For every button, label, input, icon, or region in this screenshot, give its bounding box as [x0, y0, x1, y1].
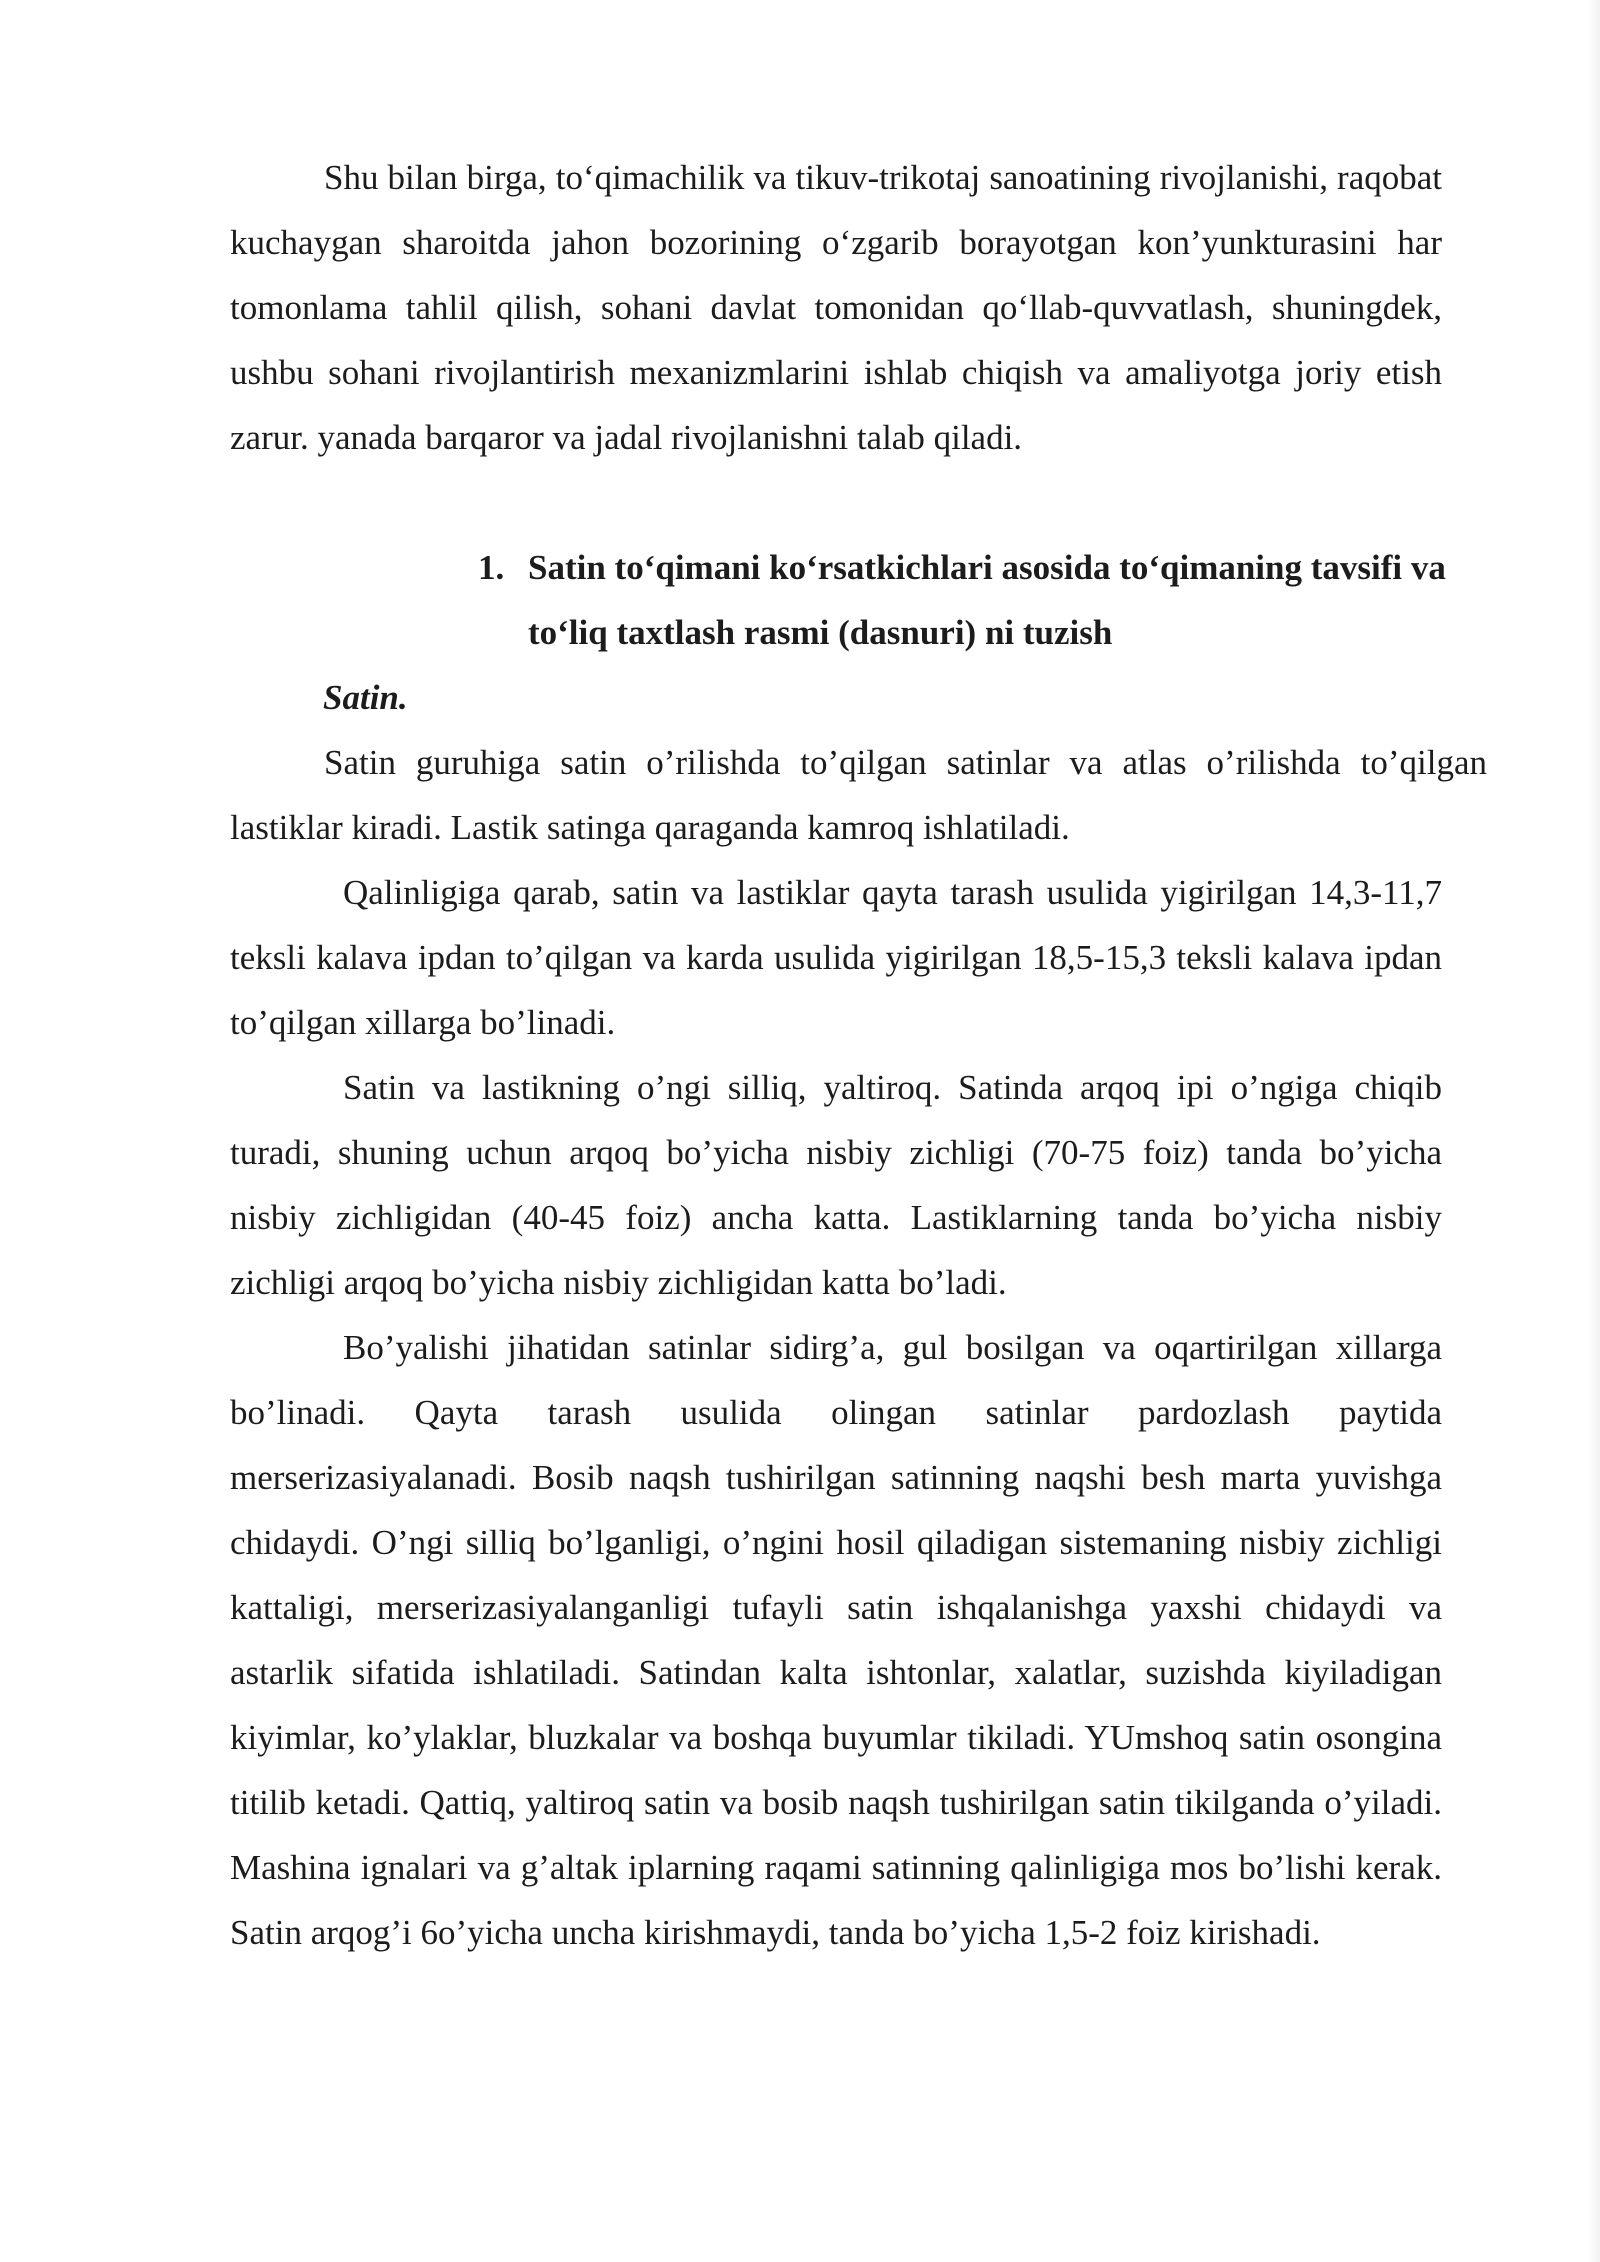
section-heading-text: Satin to‘qimani ko‘rsatkichlari asosida to‘qimaning tavsifi va to‘liq taxtlash rasmi (dasnuri) ni tuzish — [528, 548, 1446, 652]
page-edge-shadow — [1588, 0, 1600, 2262]
intro-paragraph: Shu bilan birga, to‘qimachilik va tikuv-trikotaj sanoatining rivojlanishi, raqobat kuchaygan sharoitda jahon bozorining o‘zgarib borayotgan kon’yunkturasini har tomonlama tahlil qilish, sohani davlat tomonidan qo‘llab-quvvatlash, shuningdek, ushbu sohani rivojlantirish mexanizmlarini ishlab chiqish va amaliyotga joriy etish zarur. yanada barqaror va jadal rivojlanishni talab qiladi. — [230, 158, 1442, 457]
body-paragraph-2: Qalinligiga qarab, satin va lastiklar qayta tarash usulida yigirilgan 14,3-11,7 teksli kalava ipdan to’qilgan va karda usulida yigirilgan 18,5-15,3 teksli kalava ipdan to’qilgan xillarga bo’linadi. — [230, 873, 1442, 1042]
body-paragraph-4: Bo’yalishi jihatidan satinlar sidirg’a, gul bosilgan va oqartirilgan xillarga bo’linadi. Qayta tarash usulida olingan satinlar pardozlash paytida merserizasiyalanadi. Bosib naqsh tushirilgan satinning naqshi besh marta yuvishga chidaydi. O’ngi silliq bo’lganligi, o’ngini hosil qiladigan sistemaning nisbiy zichligi kattaligi, merserizasiyalanganligi tufayli satin ishqalanishga yaxshi chidaydi va astarlik sifatida ishlatiladi. Satindan kalta ishtonlar, xalatlar, suzishda kiyiladigan kiyimlar, ko’ylaklar, bluzkalar va boshqa buyumlar tikiladi. YUmshoq satin osongina titilib ketadi. Qattiq, yaltiroq satin va bosib naqsh tushirilgan satin tikilganda o’yiladi. Mashina ignalari va g’altak iplarning raqami satinning qalinligiga mos bo’lishi kerak. Satin arqog’i 6o’yicha uncha kirishmaydi, tanda bo’yicha 1,5-2 foiz kirishadi. — [230, 1328, 1442, 1952]
body-paragraph-3: Satin va lastikning o’ngi silliq, yaltiroq. Satinda arqoq ipi o’ngiga chiqib turadi, shuning uchun arqoq bo’yicha nisbiy zichligi (70-75 foiz) tanda bo’yicha nisbiy zichligidan (40-45 foiz) ancha katta. Lastiklarning tanda bo’yicha nisbiy zichligi arqoq bo’yicha nisbiy zichligidan katta bo’ladi. — [230, 1068, 1442, 1302]
section-heading-number: 1. — [478, 548, 505, 587]
section-heading — [478, 535, 1488, 665]
subheading: Satin. — [323, 678, 408, 717]
body-paragraph-1: Satin guruhiga satin o’rilishda to’qilgan satinlar va atlas o’rilishda to’qilgan lastiklar kiradi. Lastik satinga qaraganda kamroq ishlatiladi. — [230, 743, 1487, 847]
